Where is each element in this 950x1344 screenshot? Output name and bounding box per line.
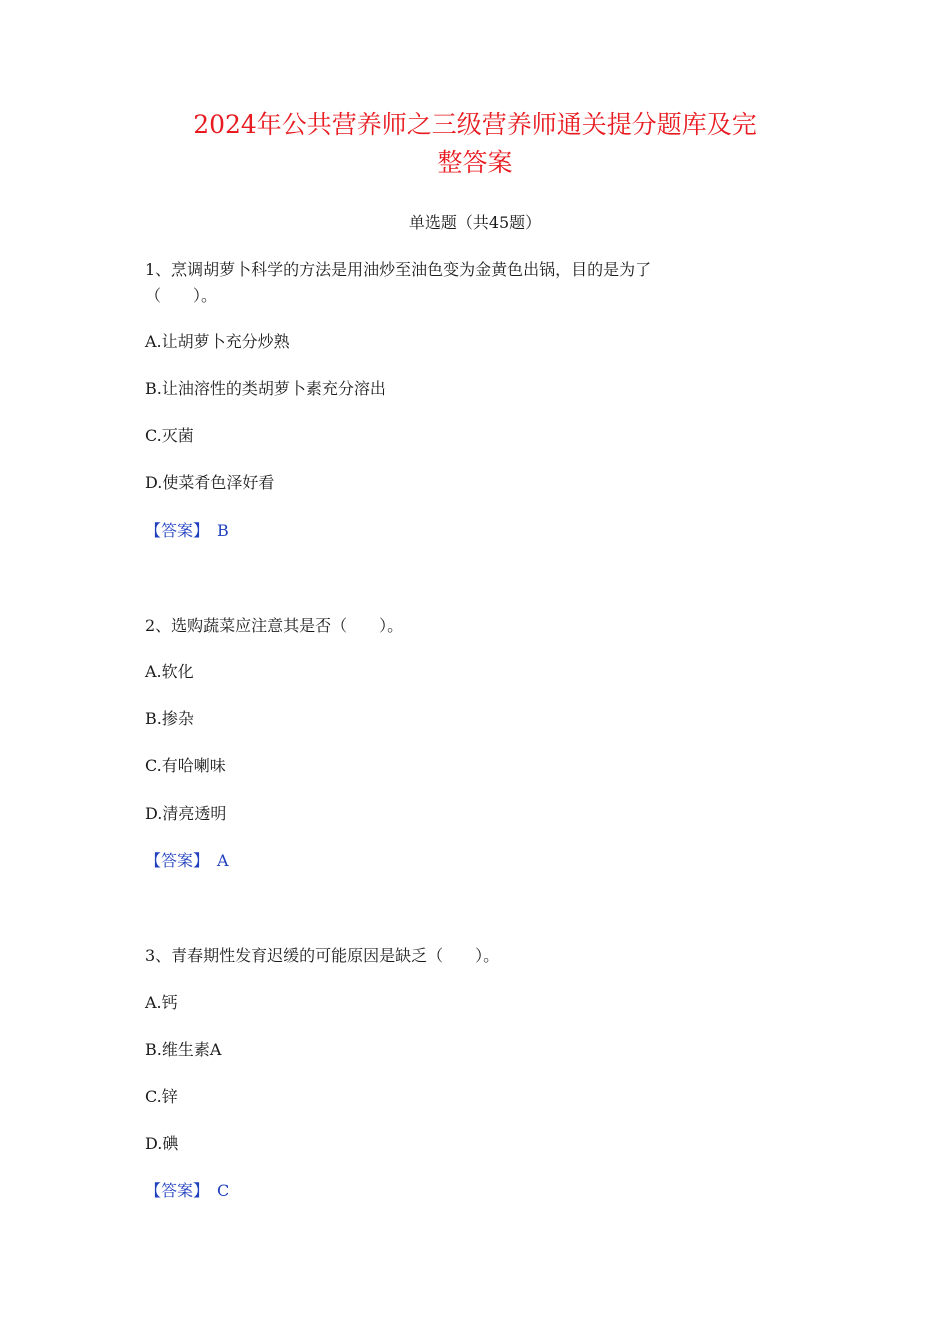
answer-value: A <box>217 851 229 870</box>
question-2-answer <box>145 849 229 873</box>
question-1-option-c: C.灭菌 <box>145 426 194 445</box>
question-1-stem: 1、烹调胡萝卜科学的方法是用油炒至油色变为金黄色出锅，目的是为了 <box>145 260 652 279</box>
question-1-option-a: A.让胡萝卜充分炒熟 <box>145 332 290 351</box>
answer-label: 【答案】 <box>145 1181 210 1200</box>
answer-label: 【答案】 <box>145 851 210 870</box>
question-2-option-b: B.掺杂 <box>145 709 194 728</box>
question-2-option-d: D.清亮透明 <box>145 804 227 823</box>
question-1-answer <box>145 519 229 543</box>
question-1-option-b: B.让油溶性的类胡萝卜素充分溶出 <box>145 379 386 398</box>
document-title <box>120 106 830 182</box>
answer-value: B <box>217 521 229 540</box>
question-3-option-d: D.碘 <box>145 1134 179 1153</box>
question-2-stem: 2、选购蔬菜应注意其是否（ ）。 <box>145 616 404 635</box>
answer-value: C <box>217 1181 230 1200</box>
question-3-option-c: C.锌 <box>145 1087 178 1106</box>
question-2-option-c: C.有哈喇味 <box>145 756 226 775</box>
section-title: 单选题（共45题） <box>408 213 542 232</box>
answer-label: 【答案】 <box>145 521 210 540</box>
question-3-option-a: A.钙 <box>145 993 178 1012</box>
question-3-stem: 3、青春期性发育迟缓的可能原因是缺乏（ ）。 <box>145 946 500 965</box>
question-2-option-a: A.软化 <box>145 662 194 681</box>
question-1-option-d: D.使菜肴色泽好看 <box>145 473 275 492</box>
question-3-answer <box>145 1179 229 1203</box>
question-1-stem-continued: （ ）。 <box>145 286 218 305</box>
question-3-option-b: B.维生素A <box>145 1040 222 1059</box>
document-title-line-1: 2024年公共营养师之三级营养师通关提分题库及完 <box>193 110 757 139</box>
document-title-line-2: 整答案 <box>437 148 513 177</box>
